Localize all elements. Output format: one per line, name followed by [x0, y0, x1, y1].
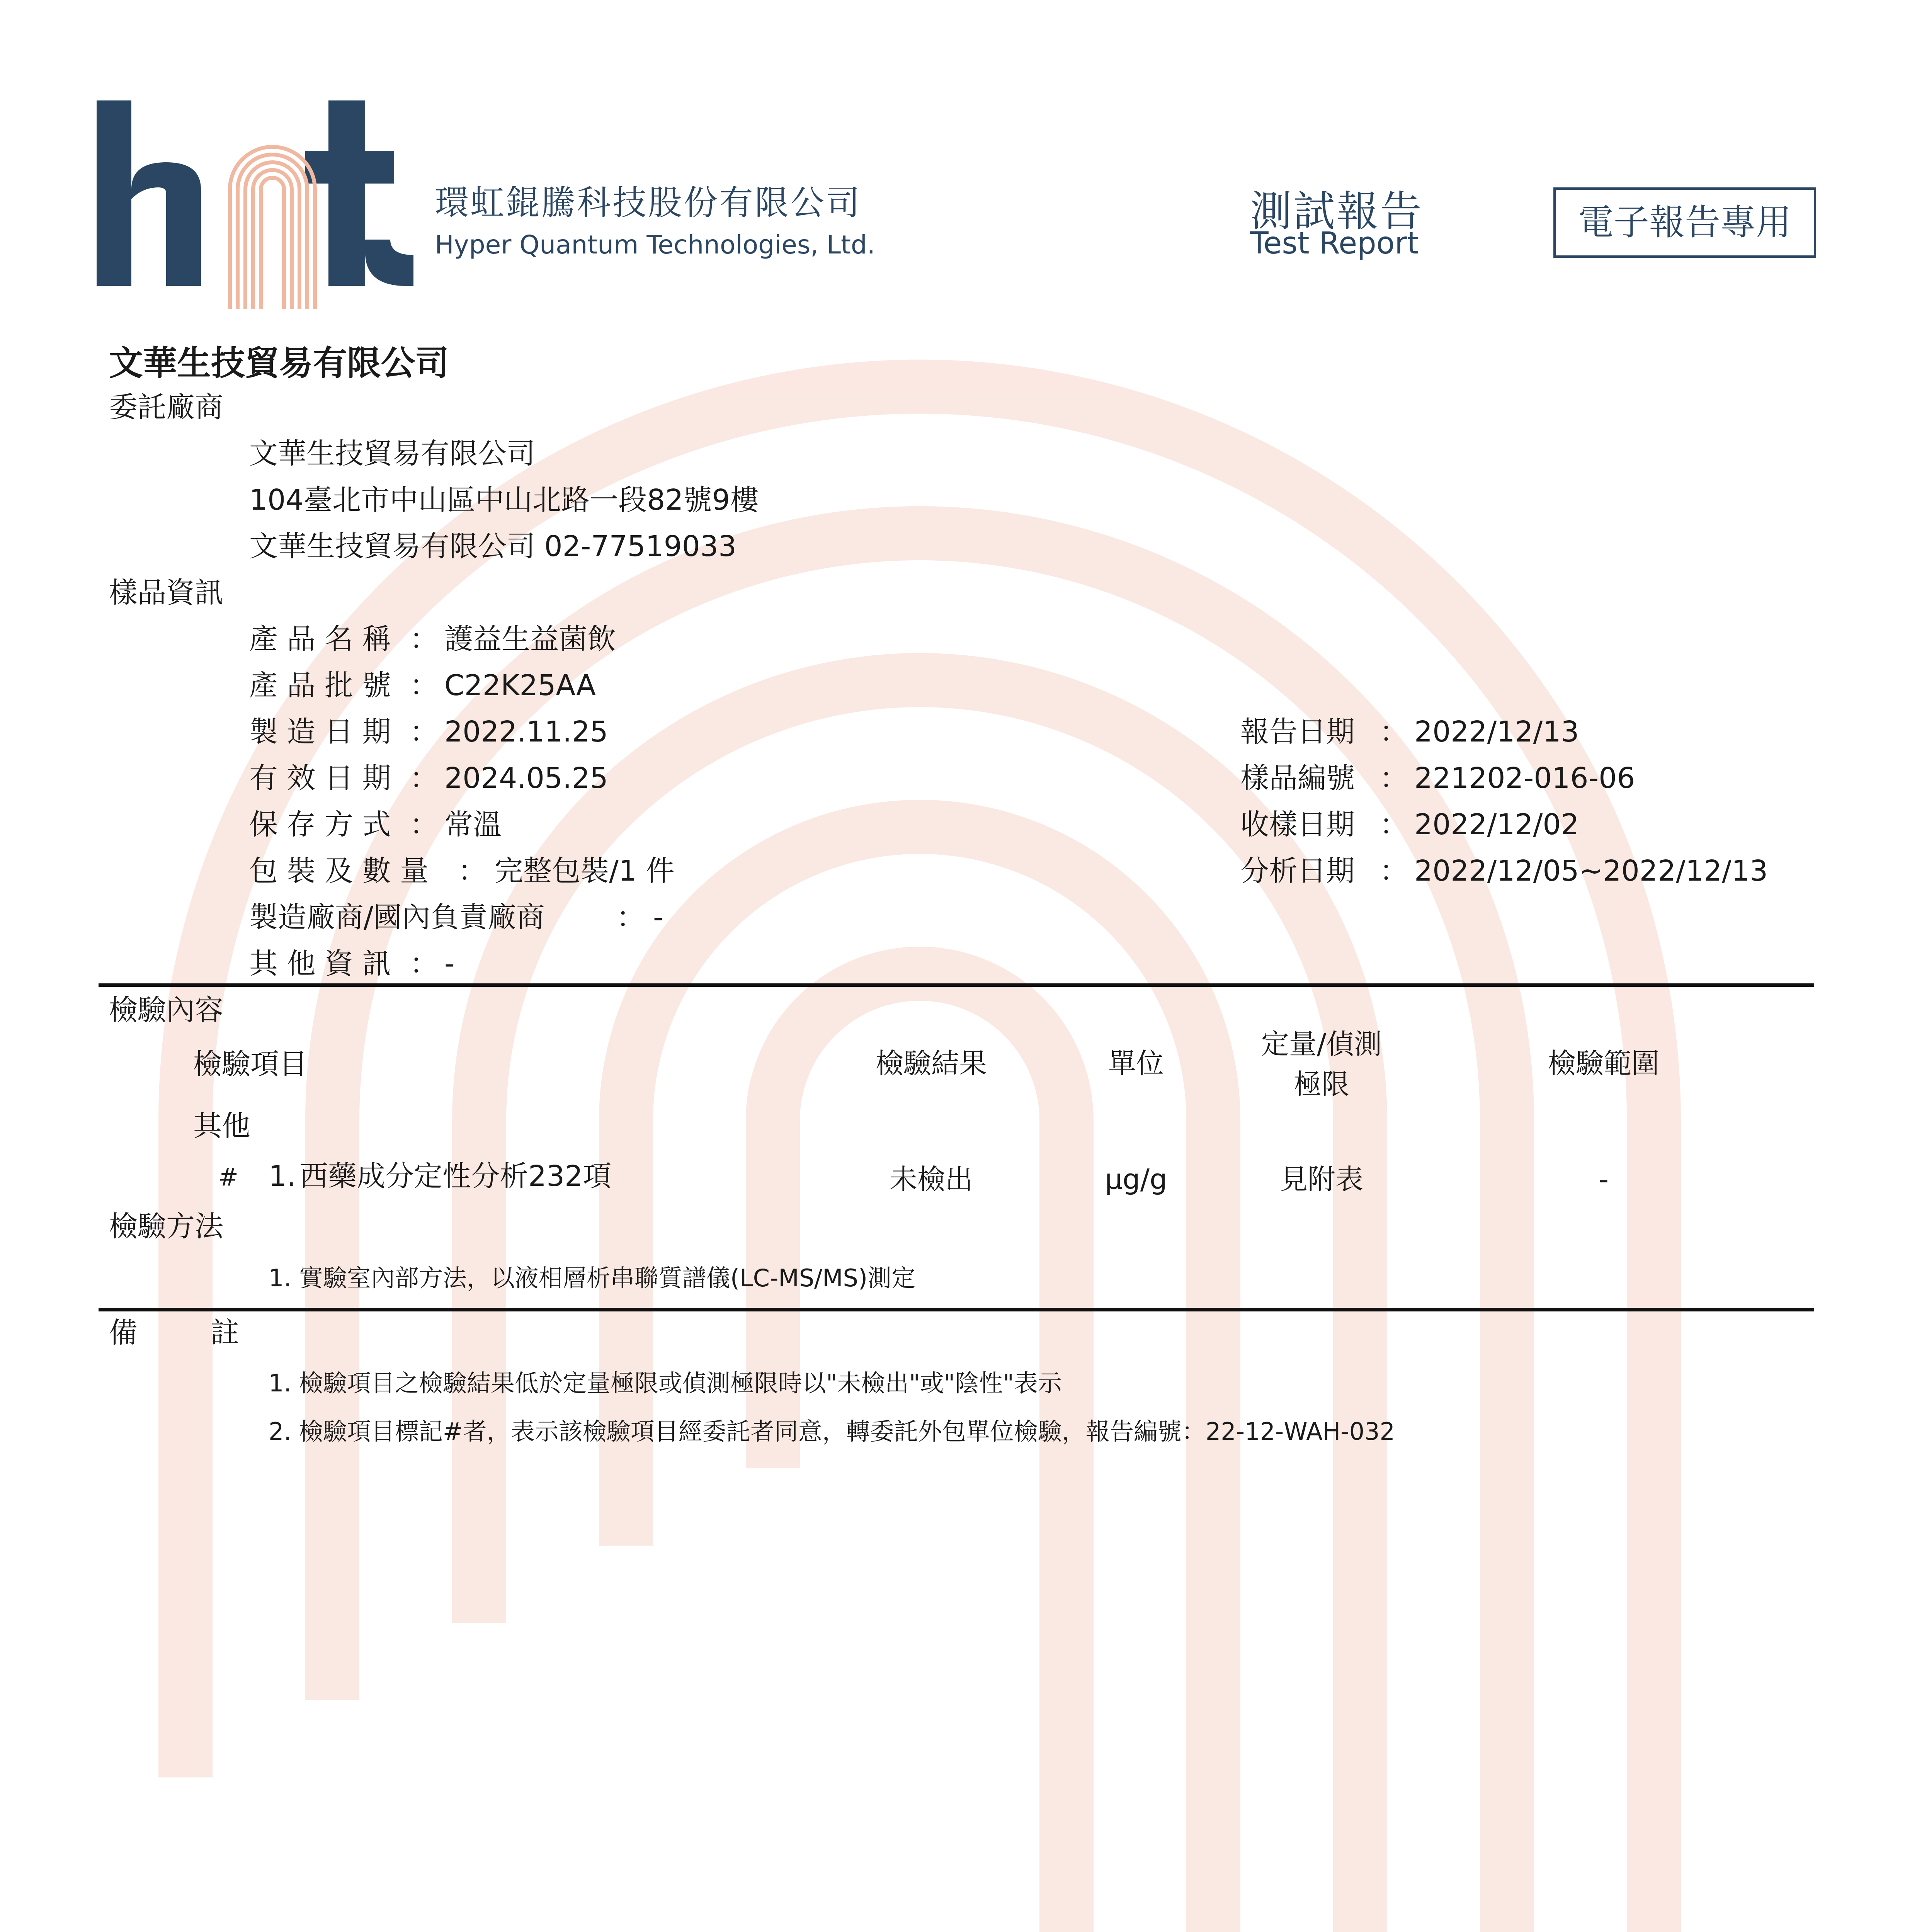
- report-field-sep: ：: [1379, 715, 1408, 748]
- company-name-cn: 環虹錕騰科技股份有限公司: [435, 183, 862, 223]
- method-section-label: 檢驗方法: [109, 1210, 223, 1243]
- other-info-value: -: [444, 947, 455, 980]
- report-field-label: 樣品編號: [1240, 762, 1355, 795]
- sample-field-sep: ：: [410, 622, 438, 656]
- category-label: 其他: [193, 1109, 250, 1143]
- manufacture-date-value: 2022.11.25: [444, 715, 608, 748]
- sample-field-label: 製 造 日 期: [249, 715, 391, 748]
- hqt-logo: [97, 93, 421, 309]
- sample-field-sep: ：: [410, 669, 438, 702]
- batch-number-value: C22K25AA: [444, 669, 596, 702]
- note-line: 2. 檢驗項目標記#者，表示該檢驗項目經委託者同意，轉委託外包單位檢驗，報告編號：22-12-WAH-032: [269, 1417, 1395, 1446]
- sample-field-sep: ：: [458, 854, 486, 888]
- header-unit: 單位: [1108, 1047, 1164, 1080]
- report-field-label: 分析日期: [1240, 854, 1355, 888]
- sample-id-value: 221202-016-06: [1414, 762, 1635, 795]
- product-name-value: 護益生益菌飲: [444, 622, 616, 656]
- analysis-date-value: 2022/12/05~2022/12/13: [1414, 854, 1768, 888]
- row-limit: 見附表: [1279, 1163, 1363, 1196]
- package-quantity-value: 完整包裝/1 件: [495, 854, 675, 888]
- row-index: 1.: [269, 1160, 296, 1193]
- sample-section-label: 樣品資訊: [109, 576, 223, 609]
- row-item: 西藥成分定性分析232項: [299, 1160, 612, 1193]
- sample-field-sep: ：: [410, 762, 438, 795]
- report-date-value: 2022/12/13: [1414, 715, 1579, 748]
- inspection-section-label: 檢驗內容: [109, 993, 223, 1027]
- report-title-cn: 測試報告: [1250, 187, 1424, 236]
- header-range: 檢驗範圍: [1548, 1047, 1659, 1080]
- report-field-sep: ：: [1379, 808, 1408, 841]
- report-title-en: Test Report: [1250, 226, 1419, 261]
- header-limit-line2: 極限: [1293, 1068, 1349, 1101]
- row-range: -: [1599, 1163, 1609, 1196]
- sample-field-label: 包 裝 及 數 量: [249, 854, 429, 888]
- report-field-sep: ：: [1379, 854, 1408, 888]
- method-line: 1. 實驗室內部方法，以液相層析串聯質譜儀(LC-MS/MS)測定: [269, 1264, 916, 1292]
- expiry-date-value: 2024.05.25: [444, 762, 608, 795]
- notes-label-1: 備: [109, 1316, 138, 1349]
- report-field-sep: ：: [1379, 762, 1408, 795]
- row-unit: μg/g: [1105, 1163, 1167, 1196]
- received-date-value: 2022/12/02: [1414, 808, 1579, 841]
- header-result: 檢驗結果: [875, 1047, 987, 1080]
- sample-field-label: 產 品 名 稱: [249, 622, 391, 656]
- sample-field-label: 產 品 批 號: [249, 669, 391, 702]
- storage-method-value: 常溫: [444, 808, 502, 841]
- company-name-en: Hyper Quantum Technologies, Ltd.: [435, 230, 875, 260]
- sample-field-label: 有 效 日 期: [249, 762, 391, 795]
- sample-field-sep: ：: [410, 808, 438, 841]
- report-field-label: 收樣日期: [1240, 808, 1355, 841]
- outsourced-mark: #: [218, 1163, 238, 1191]
- sample-field-label: 其 他 資 訊: [249, 947, 391, 980]
- client-name: 文華生技貿易有限公司: [249, 437, 535, 470]
- notes-label-2: 註: [211, 1316, 239, 1349]
- client-title: 文華生技貿易有限公司: [109, 343, 449, 383]
- sample-field-sep: ：: [616, 901, 645, 934]
- divider: [99, 1308, 1814, 1311]
- client-contact: 文華生技貿易有限公司 02-77519033: [249, 530, 737, 563]
- row-result: 未檢出: [889, 1163, 973, 1196]
- electronic-report-badge: 電子報告專用: [1553, 187, 1816, 258]
- sample-field-sep: ：: [410, 715, 438, 748]
- manufacturer-value: -: [653, 901, 663, 934]
- header-limit: [1225, 1024, 1418, 1105]
- sample-field-label: 製造廠商/國內負責廠商: [249, 901, 545, 934]
- header-item: 檢驗項目: [193, 1048, 308, 1081]
- header-limit-line1: 定量/偵測: [1261, 1028, 1382, 1060]
- sample-field-sep: ：: [410, 947, 438, 980]
- divider: [99, 983, 1814, 987]
- client-address: 104臺北市中山區中山北路一段82號9樓: [249, 483, 759, 517]
- sample-field-label: 保 存 方 式: [249, 808, 391, 841]
- report-field-label: 報告日期: [1240, 715, 1355, 748]
- client-section-label: 委託廠商: [109, 391, 223, 424]
- note-line: 1. 檢驗項目之檢驗結果低於定量極限或偵測極限時以"未檢出"或"陰性"表示: [269, 1369, 1062, 1397]
